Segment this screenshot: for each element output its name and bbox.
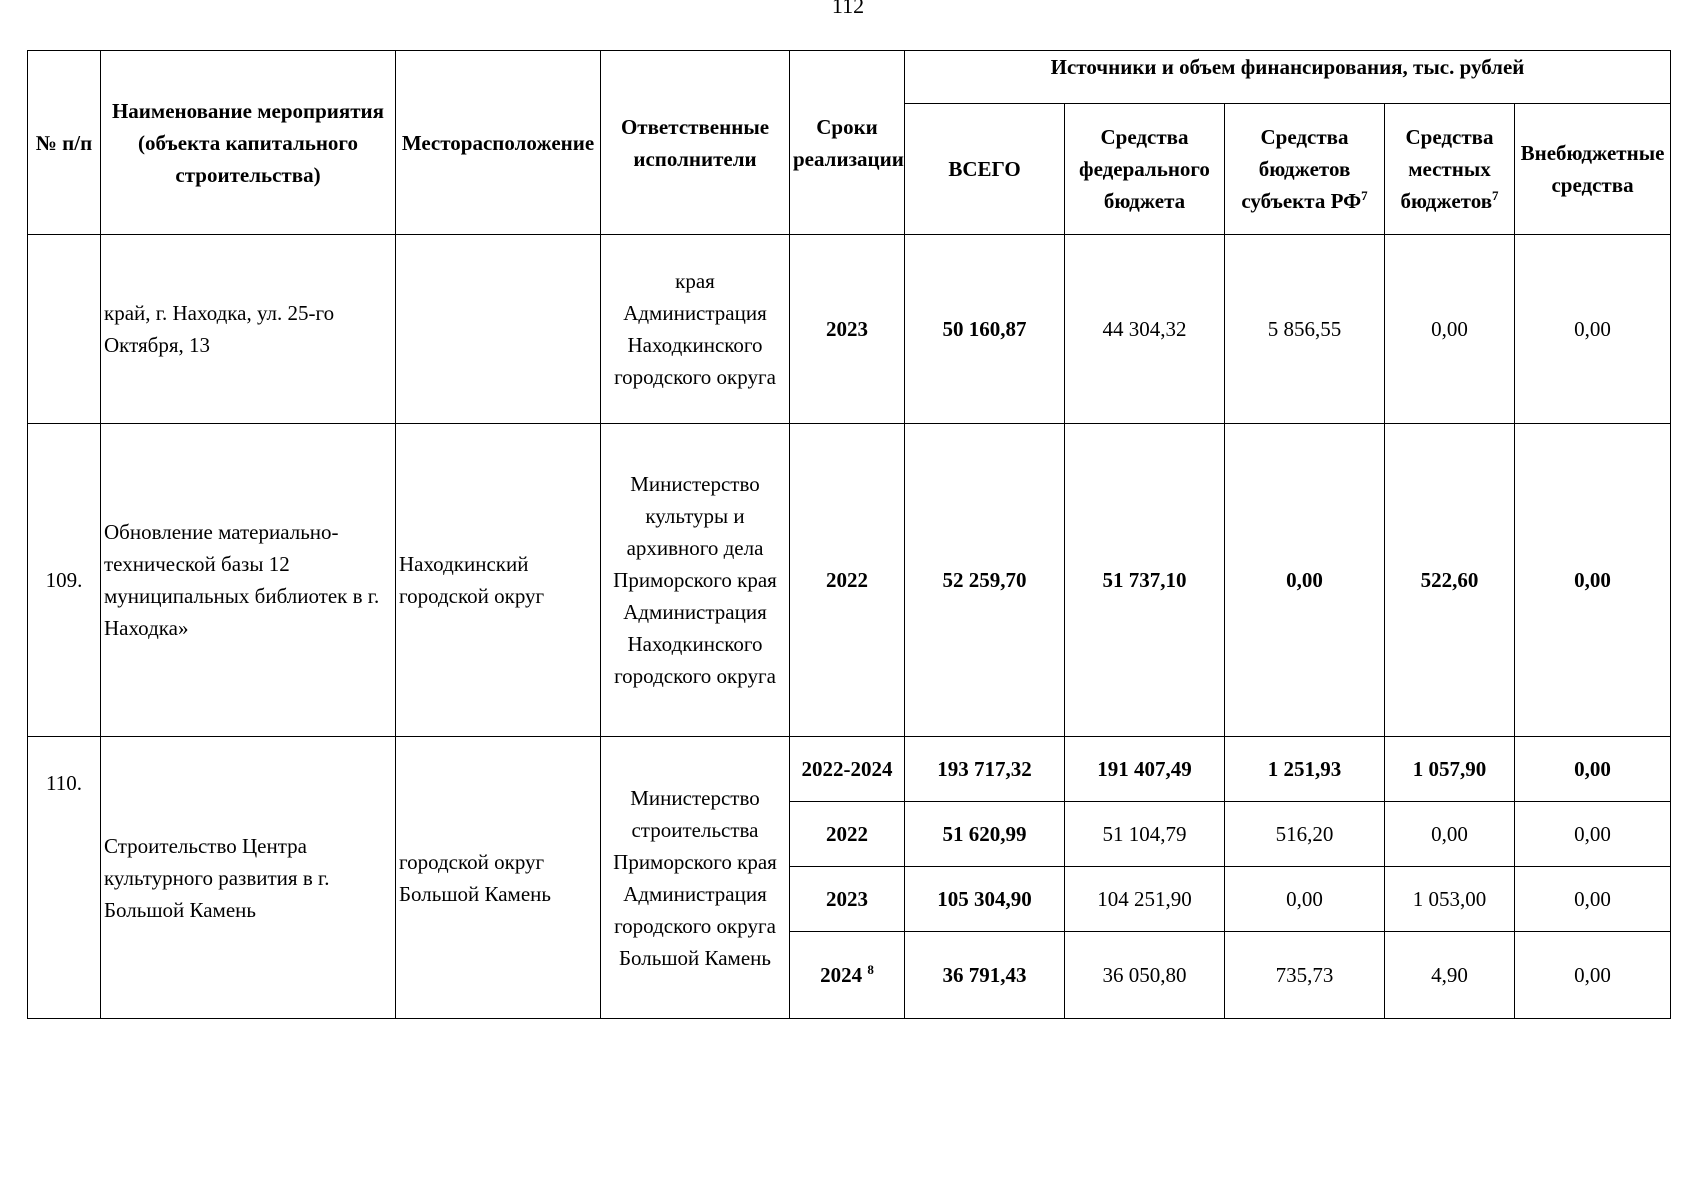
table-row [28,424,1671,737]
financing-table [27,50,1671,1019]
header-name: Наименование мероприятия (объекта капитального строительства) [101,51,396,235]
period-label: 2024 [820,963,863,987]
header-responsible: Ответственные исполнители [601,51,790,235]
cell-num [28,235,101,424]
cell-local: 0,00 [1385,802,1515,867]
header-local [1385,104,1515,235]
cell-location: городской округ Большой Камень [396,737,601,1019]
cell-num: 109. [28,424,101,737]
header-federal: Средства федерального бюджета [1065,104,1225,235]
cell-extra: 0,00 [1515,867,1671,932]
cell-local: 4,90 [1385,932,1515,1019]
cell-federal: 51 104,79 [1065,802,1225,867]
cell-local: 1 057,90 [1385,737,1515,802]
header-extra: Внебюджетные средства [1515,104,1671,235]
cell-name: Обновление материально-технической базы 12 муниципальных библиотек в г. Находка» [101,424,396,737]
cell-extra: 0,00 [1515,932,1671,1019]
cell-responsible: края Администрация Находкинского городского округа [601,235,790,424]
cell-total: 36 791,43 [905,932,1065,1019]
cell-num: 110. [28,737,101,1019]
header-regional-label: Средства бюджетов субъекта РФ [1241,125,1362,213]
header-period: Сроки реализации [790,51,905,235]
header-total: ВСЕГО [905,104,1065,235]
cell-period [790,932,905,1019]
header-funding-group: Источники и объем финансирования, тыс. рублей [905,51,1671,104]
cell-regional: 0,00 [1225,424,1385,737]
header-location: Месторасположение [396,51,601,235]
table-row [28,235,1671,424]
cell-federal: 36 050,80 [1065,932,1225,1019]
cell-federal: 51 737,10 [1065,424,1225,737]
header-num: № п/п [28,51,101,235]
cell-local: 1 053,00 [1385,867,1515,932]
cell-federal: 104 251,90 [1065,867,1225,932]
cell-period: 2023 [790,867,905,932]
cell-extra: 0,00 [1515,235,1671,424]
cell-local: 0,00 [1385,235,1515,424]
cell-responsible: Министерство культуры и архивного дела Приморского края Администрация Находкинского городского округа [601,424,790,737]
cell-regional: 735,73 [1225,932,1385,1019]
cell-total: 51 620,99 [905,802,1065,867]
cell-total: 193 717,32 [905,737,1065,802]
period-footnote: 8 [867,962,874,977]
cell-period: 2023 [790,235,905,424]
cell-location: Находкинский городской округ [396,424,601,737]
page-number: 112 [831,0,865,18]
cell-federal: 191 407,49 [1065,737,1225,802]
cell-location [396,235,601,424]
cell-extra: 0,00 [1515,424,1671,737]
cell-federal: 44 304,32 [1065,235,1225,424]
cell-regional: 0,00 [1225,867,1385,932]
header-local-label: Средства местных бюджетов [1400,125,1494,213]
header-local-footnote: 7 [1492,188,1499,203]
cell-extra: 0,00 [1515,737,1671,802]
cell-responsible: Министерство строительства Приморского края Администрация городского округа Большой Камень [601,737,790,1019]
header-regional [1225,104,1385,235]
cell-total: 52 259,70 [905,424,1065,737]
cell-regional: 5 856,55 [1225,235,1385,424]
cell-period: 2022 [790,424,905,737]
cell-regional: 516,20 [1225,802,1385,867]
cell-name: край, г. Находка, ул. 25-го Октября, 13 [101,235,396,424]
header-regional-footnote: 7 [1361,188,1368,203]
cell-period: 2022 [790,802,905,867]
table-row [28,737,1671,802]
cell-extra: 0,00 [1515,802,1671,867]
header-row-top [28,51,1671,104]
cell-local: 522,60 [1385,424,1515,737]
cell-name: Строительство Центра культурного развития в г. Большой Камень [101,737,396,1019]
cell-period: 2022-2024 [790,737,905,802]
cell-total: 105 304,90 [905,867,1065,932]
cell-regional: 1 251,93 [1225,737,1385,802]
cell-total: 50 160,87 [905,235,1065,424]
